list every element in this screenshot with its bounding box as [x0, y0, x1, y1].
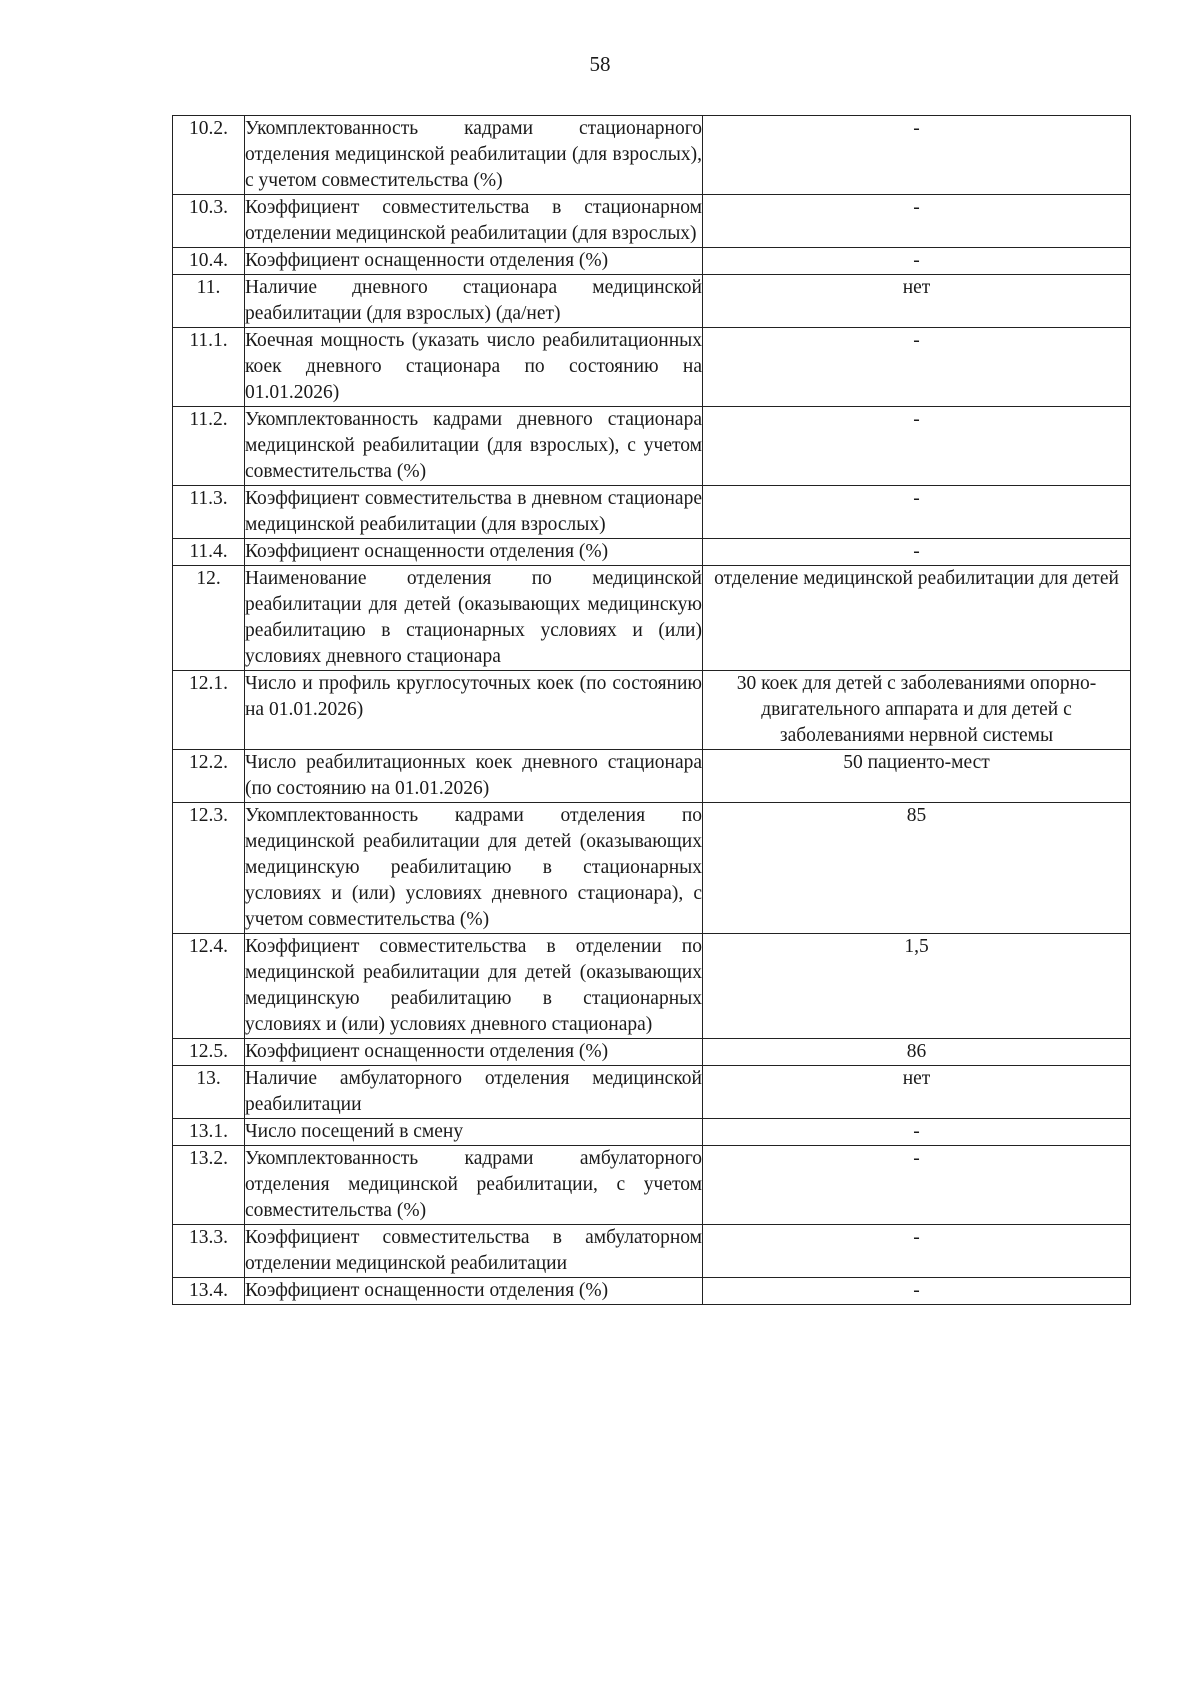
table-row — [173, 328, 1131, 407]
row-indicator: Коэффициент оснащенности отделения (%) — [245, 539, 703, 566]
row-number: 13.3. — [173, 1225, 245, 1278]
row-value: 86 — [703, 1039, 1131, 1066]
row-indicator: Укомплектованность кадрами стационарного отделения медицинской реабилитации (для взрослых), с учетом совместительства (%) — [245, 116, 703, 195]
row-indicator: Укомплектованность кадрами амбулаторного отделения медицинской реабилитации, с учетом совместительства (%) — [245, 1146, 703, 1225]
row-indicator: Коэффициент оснащенности отделения (%) — [245, 248, 703, 275]
row-number: 12. — [173, 566, 245, 671]
row-number: 13.2. — [173, 1146, 245, 1225]
row-value: - — [703, 1225, 1131, 1278]
table-row — [173, 1066, 1131, 1119]
row-indicator: Коэффициент совместительства в дневном стационаре медицинской реабилитации (для взрослых) — [245, 486, 703, 539]
row-number: 12.3. — [173, 803, 245, 934]
row-number: 10.4. — [173, 248, 245, 275]
row-indicator: Коэффициент оснащенности отделения (%) — [245, 1039, 703, 1066]
row-number: 11. — [173, 275, 245, 328]
table-row — [173, 1225, 1131, 1278]
row-number: 12.2. — [173, 750, 245, 803]
table-row — [173, 750, 1131, 803]
row-indicator: Укомплектованность кадрами дневного стационара медицинской реабилитации (для взрослых), с учетом совместительства (%) — [245, 407, 703, 486]
row-value: 30 коек для детей с заболеваниями опорно-двигательного аппарата и для детей с заболеваниями нервной системы — [703, 671, 1131, 750]
row-indicator: Укомплектованность кадрами отделения по медицинской реабилитации для детей (оказывающих медицинскую реабилитацию в стационарных условиях и (или) условиях дневного стационара), с учетом совместительства (%) — [245, 803, 703, 934]
row-indicator: Число реабилитационных коек дневного стационара (по состоянию на 01.01.2026) — [245, 750, 703, 803]
row-indicator: Наличие амбулаторного отделения медицинской реабилитации — [245, 1066, 703, 1119]
table-row — [173, 407, 1131, 486]
page-number: 58 — [589, 52, 611, 76]
table-row — [173, 803, 1131, 934]
table-row — [173, 195, 1131, 248]
row-number: 13.4. — [173, 1278, 245, 1305]
table-row — [173, 934, 1131, 1039]
row-indicator: Коэффициент совместительства в амбулаторном отделении медицинской реабилитации — [245, 1225, 703, 1278]
row-value: отделение медицинской реабилитации для детей — [703, 566, 1131, 671]
table-row — [173, 1039, 1131, 1066]
row-value: - — [703, 1146, 1131, 1225]
row-value: - — [703, 116, 1131, 195]
table-row — [173, 1119, 1131, 1146]
row-number: 11.3. — [173, 486, 245, 539]
row-value: - — [703, 539, 1131, 566]
row-number: 11.2. — [173, 407, 245, 486]
row-value: - — [703, 195, 1131, 248]
row-indicator: Коэффициент оснащенности отделения (%) — [245, 1278, 703, 1305]
row-number: 12.5. — [173, 1039, 245, 1066]
row-value: - — [703, 1119, 1131, 1146]
row-value: 1,5 — [703, 934, 1131, 1039]
row-indicator: Коэффициент совместительства в отделении по медицинской реабилитации для детей (оказывающих медицинскую реабилитацию в стационарных условиях и (или) условиях дневного стационара) — [245, 934, 703, 1039]
table-row — [173, 486, 1131, 539]
table-row — [173, 1278, 1131, 1305]
row-value: - — [703, 1278, 1131, 1305]
row-value: 85 — [703, 803, 1131, 934]
row-number: 11.4. — [173, 539, 245, 566]
table-row — [173, 566, 1131, 671]
row-number: 12.4. — [173, 934, 245, 1039]
table-row — [173, 671, 1131, 750]
row-number: 13. — [173, 1066, 245, 1119]
row-indicator: Коэффициент совместительства в стационарном отделении медицинской реабилитации (для взрослых) — [245, 195, 703, 248]
table-row — [173, 539, 1131, 566]
indicators-table — [172, 115, 1131, 1305]
row-indicator: Наименование отделения по медицинской реабилитации для детей (оказывающих медицинскую реабилитацию в стационарных условиях и (или) условиях дневного стационара — [245, 566, 703, 671]
row-value: нет — [703, 275, 1131, 328]
table-row — [173, 116, 1131, 195]
row-number: 10.3. — [173, 195, 245, 248]
row-number: 10.2. — [173, 116, 245, 195]
row-value: - — [703, 328, 1131, 407]
row-value: - — [703, 407, 1131, 486]
row-number: 12.1. — [173, 671, 245, 750]
row-value: - — [703, 248, 1131, 275]
row-indicator: Коечная мощность (указать число реабилитационных коек дневного стационара по состоянию на 01.01.2026) — [245, 328, 703, 407]
row-indicator: Число посещений в смену — [245, 1119, 703, 1146]
row-number: 13.1. — [173, 1119, 245, 1146]
row-number: 11.1. — [173, 328, 245, 407]
row-value: 50 пациенто-мест — [703, 750, 1131, 803]
row-value: нет — [703, 1066, 1131, 1119]
table-row — [173, 248, 1131, 275]
table-row — [173, 275, 1131, 328]
row-indicator: Число и профиль круглосуточных коек (по состоянию на 01.01.2026) — [245, 671, 703, 750]
table-row — [173, 1146, 1131, 1225]
row-value: - — [703, 486, 1131, 539]
row-indicator: Наличие дневного стационара медицинской реабилитации (для взрослых) (да/нет) — [245, 275, 703, 328]
